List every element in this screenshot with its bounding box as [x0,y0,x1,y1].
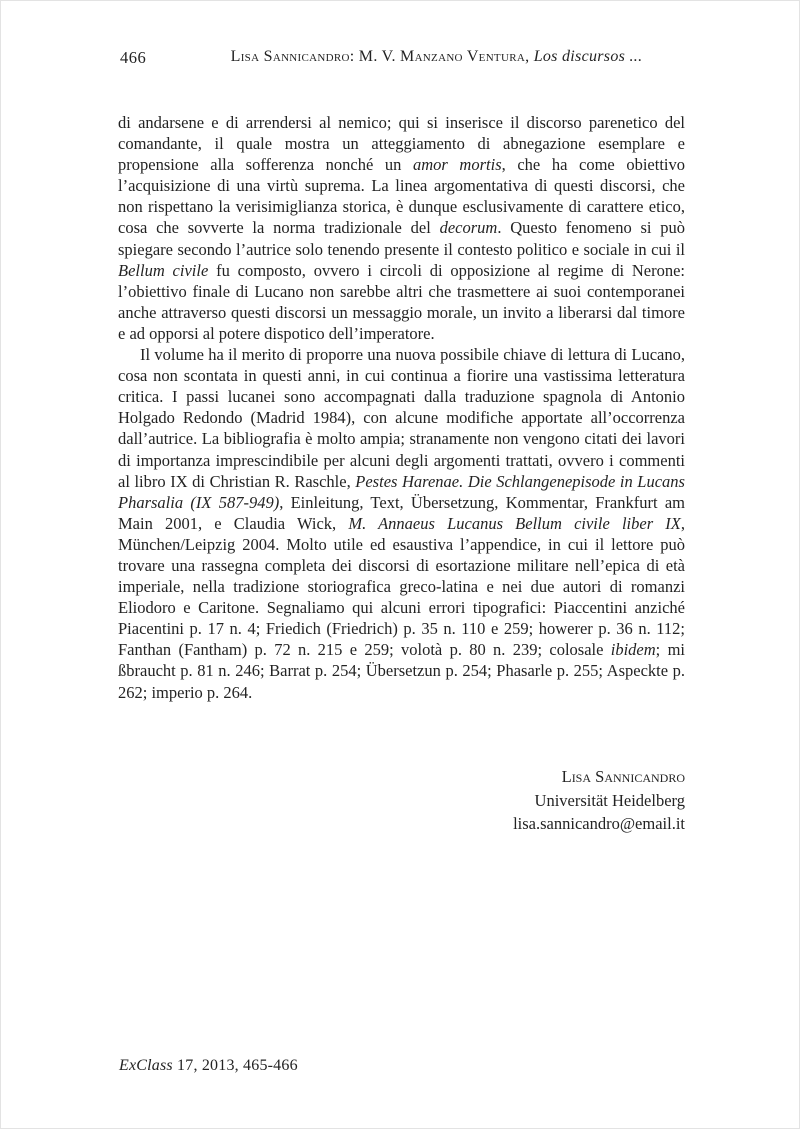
paragraph: di andarsene e di arrendersi al nemico; qui si inserisce il discorso parenetico del comandante, il quale mostra un atteggiamento di abnegazione esemplare e propensione alla sofferenza nonché un amor mortis, che ha come obiettivo l’acquisizione di una virtù suprema. La linea argomentativa di questi discorsi, che non rispettano la verisimiglianza storica, è dunque esclusivamente di carattere etico, cosa che sovverte la norma tradizionale del decorum. Questo fenomeno si può spiegare secondo l’autrice solo tenendo presente il contesto politico e sociale in cui il Bellum civile fu composto, ovvero i circoli di opposizione al regime di Nerone: l’obiettivo finale di Lucano non sarebbe altri che trasmettere ai suoi contemporanei anche attraverso questi discorsi un messaggio morale, un invito a liberarsi dal timore e ad opporsi al potere dispotico dell’imperatore. [118,113,686,343]
running-title: Lisa Sannicandro: M. V. Manzano Ventura, Los discursos ... [230,48,643,65]
page-number: 466 [120,48,147,67]
journal-footer: ExClass 17, 2013, 465-466 [119,1057,298,1074]
review-body [118,112,685,703]
paragraph: Il volume ha il merito di proporre una nuova possibile chiave di lettura di Lucano, cosa non scontata in questi anni, in cui continua a fiorire una vastissima letteratura critica. I passi lucanei sono accompagnati dalla traduzione spagnola di Antonio Holgado Redondo (Madrid 1984), con alcune modifiche apportate all’occorrenza dall’autrice. La bibliografia è molto ampia; stranamente non vengono citati dei lavori di importanza imprescindibile per alcuni degli argomenti trattati, ovvero i commenti al libro IX di Christian R. Raschle, Pestes Harenae. Die Schlangenepisode in Lucans Pharsalia (IX 587-949), Einleitung, Text, Übersetzung, Kommentar, Frankfurt am Main 2001, e Claudia Wick, M. Annaeus Lucanus Bellum civile liber IX, München/Leipzig 2004. Molto utile ed esaustiva l’appendice, in cui il lettore può trovare una rassegna completa dei discorsi di esortazione militare nell’epica di età imperiale, nella tradizione storiografica greco-latina e nei due autori di romanzi Eliodoro e Caritone. Segnaliamo qui alcuni errori tipografici: Piaccentini anziché Piacentini p. 17 n. 4; Friedich (Friedrich) p. 35 n. 110 e 259; howerer p. 36 n. 112; Fanthan (Fantham) p. 72 n. 215 e 259; volotà p. 80 n. 239; colosale ibidem; mi ßbraucht p. 81 n. 246; Barrat p. 254; Übersetzun p. 254; Phasarle p. 255; Aspeckte p. 262; imperio p. 264. [118,345,685,702]
author-name: Lisa Sannicandro [561,767,685,786]
author-affiliation: Universität Heidelberg [534,790,685,810]
signature-block [118,765,685,836]
page-header [118,48,685,66]
author-email: lisa.sannicandro@email.it [513,814,685,833]
